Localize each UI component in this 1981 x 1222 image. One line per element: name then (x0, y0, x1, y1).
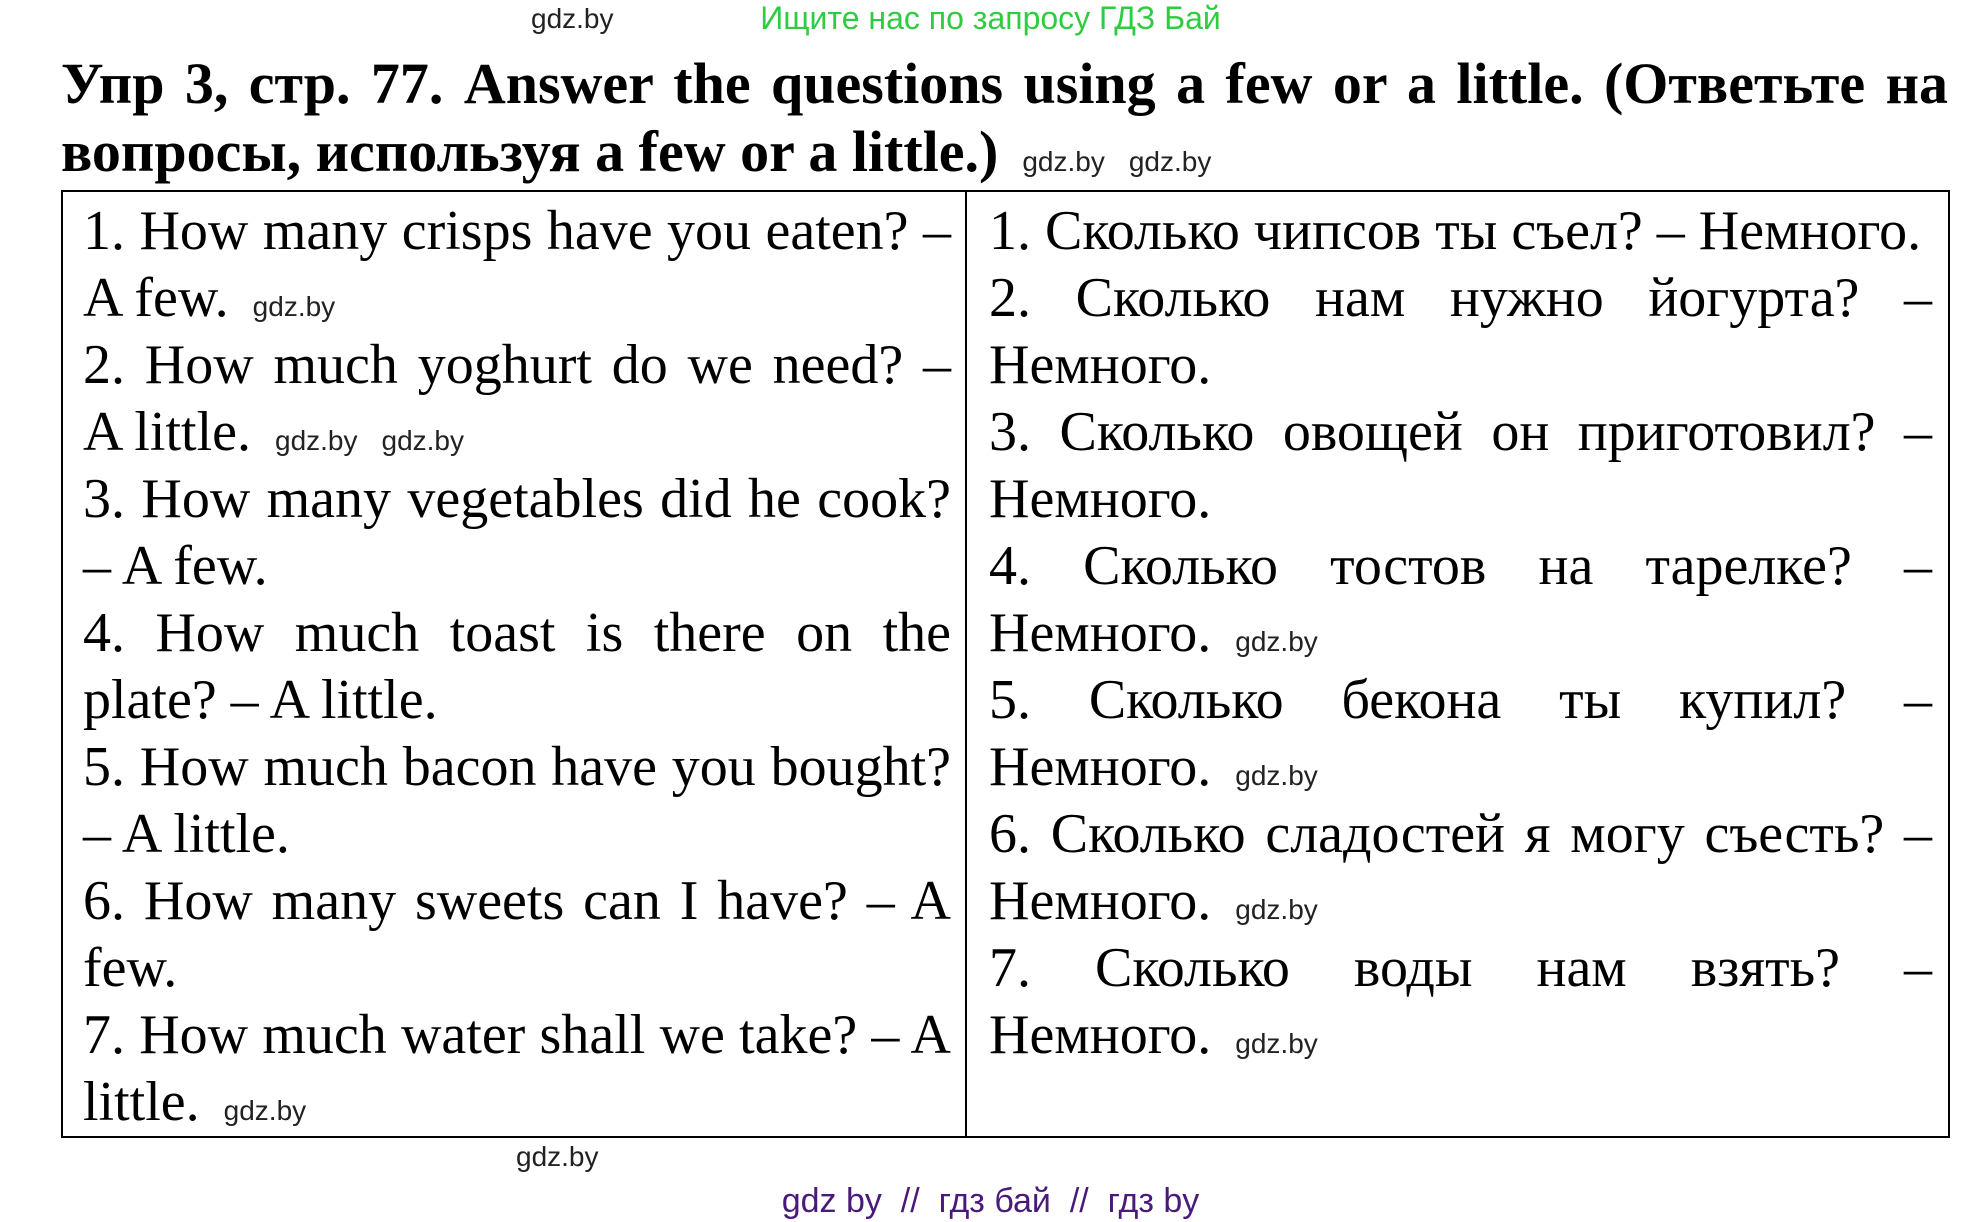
watermark: gdz.by (1022, 146, 1105, 177)
russian-item (989, 801, 1932, 935)
english-item: 6. How many sweets can I have? – A few. (83, 870, 951, 999)
english-item-text: 7. How much water shall we take? – A little. (83, 1004, 951, 1133)
russian-item-text: 7. Сколько воды нам взять? – Немного. (989, 937, 1932, 1066)
answers-table (61, 190, 1950, 1138)
russian-item-text: 6. Сколько сладостей я могу съесть? – Немного. (989, 803, 1932, 932)
english-item (83, 1002, 951, 1136)
russian-item: 3. Сколько овощей он приготовил? – Немного. (989, 401, 1932, 530)
english-item (83, 198, 951, 332)
english-item-text: 1. How many crisps have you eaten? – A few. (83, 200, 951, 329)
watermark: gdz.by (516, 1141, 599, 1172)
russian-item: 1. Сколько чипсов ты съел? – Немного. (989, 200, 1922, 262)
russian-item (989, 935, 1932, 1069)
english-column (63, 192, 967, 1136)
bottom-watermark-row (0, 1138, 1981, 1182)
english-item: 3. How many vegetables did he cook? – A few. (83, 468, 951, 597)
watermark: gdz.by (531, 3, 614, 34)
watermark: gdz.by (1235, 1028, 1318, 1059)
russian-item-text: 5. Сколько бекона ты купил? – Немного. (989, 669, 1932, 798)
russian-item: 2. Сколько нам нужно йогурта? – Немного. (989, 267, 1932, 396)
russian-item-text: 4. Сколько тостов на тарелке? – Немного. (989, 535, 1932, 664)
exercise-title-text: Упр 3, стр. 77. Answer the questions using a few or a little. (Ответьте на вопросы, используя a few or a little.) (61, 51, 1948, 184)
watermark: gdz.by (1235, 760, 1318, 791)
english-item: 5. How much bacon have you bought? – A little. (83, 736, 951, 865)
english-item-text: 2. How much yoghurt do we need? – A little. (83, 334, 951, 463)
exercise-title (61, 50, 1948, 186)
english-item (83, 332, 951, 466)
promo-banner[interactable]: Ищите нас по запросу ГДЗ Бай (760, 0, 1221, 36)
english-item: 4. How much toast is there on the plate? – A little. (83, 602, 951, 731)
footer-links[interactable]: gdz by // гдз бай // гдз by (781, 1182, 1200, 1220)
watermark: gdz.by (1128, 146, 1212, 177)
watermark: gdz.by (275, 425, 358, 456)
watermark: gdz.by (223, 1095, 307, 1126)
watermark: gdz.by (381, 425, 464, 456)
watermark: gdz.by (252, 291, 336, 322)
russian-item (989, 533, 1932, 667)
russian-column (967, 192, 1948, 1136)
watermark: gdz.by (1235, 894, 1318, 925)
watermark: gdz.by (1235, 626, 1318, 657)
russian-item (989, 667, 1932, 801)
